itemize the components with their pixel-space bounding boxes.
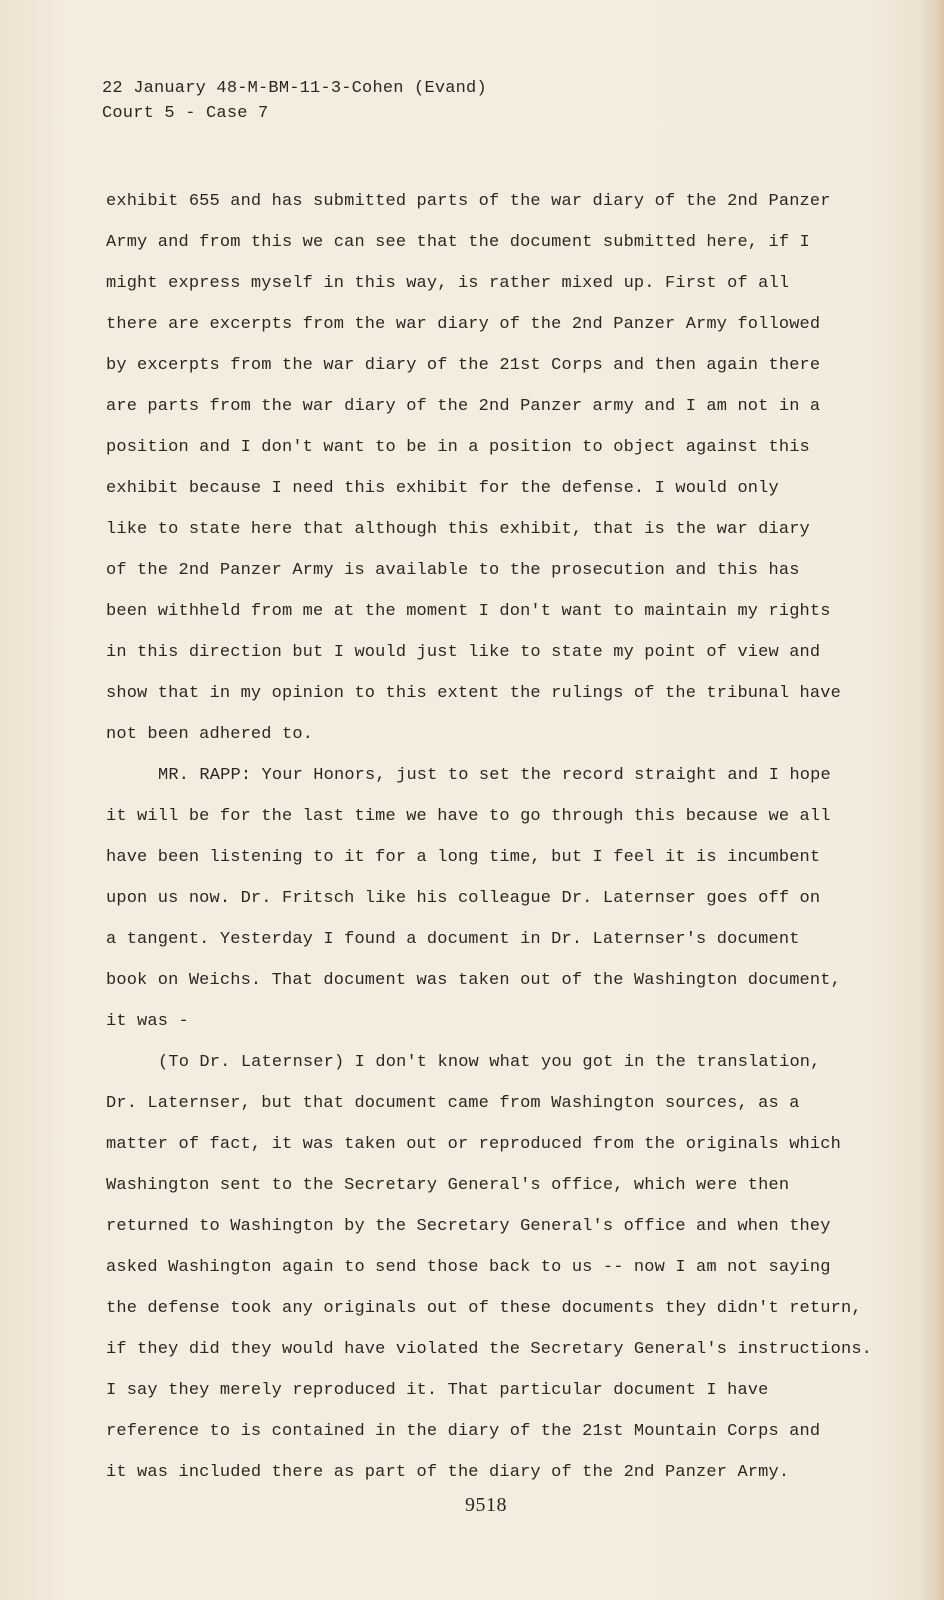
page-number: 9518 xyxy=(465,1494,507,1516)
transcript-line: might express myself in this way, is rather mixed up. First of all xyxy=(106,274,790,293)
transcript-line: a tangent. Yesterday I found a document in Dr. Laternser's document xyxy=(106,930,800,949)
transcript-line: position and I don't want to be in a position to object against this xyxy=(106,438,810,457)
transcript-line: of the 2nd Panzer Army is available to the prosecution and this has xyxy=(106,561,800,580)
transcript-line: the defense took any originals out of these documents they didn't return, xyxy=(106,1299,862,1318)
transcript-line: exhibit 655 and has submitted parts of the war diary of the 2nd Panzer xyxy=(106,192,831,211)
transcript-body xyxy=(106,192,886,1504)
transcript-line: upon us now. Dr. Fritsch like his colleague Dr. Laternser goes off on xyxy=(106,889,821,908)
transcript-line: not been adhered to. xyxy=(106,725,314,744)
transcript-line: asked Washington again to send those back to us -- now I am not saying xyxy=(106,1258,831,1277)
transcript-line: I say they merely reproduced it. That particular document I have xyxy=(106,1381,769,1400)
transcript-line: book on Weichs. That document was taken out of the Washington document, xyxy=(106,971,841,990)
transcript-line: have been listening to it for a long time, but I feel it is incumbent xyxy=(106,848,821,867)
transcript-line: Dr. Laternser, but that document came from Washington sources, as a xyxy=(106,1094,800,1113)
document-header xyxy=(102,76,487,126)
transcript-line: like to state here that although this exhibit, that is the war diary xyxy=(106,520,810,539)
transcript-line: by excerpts from the war diary of the 21st Corps and then again there xyxy=(106,356,821,375)
transcript-line: are parts from the war diary of the 2nd Panzer army and I am not in a xyxy=(106,397,821,416)
transcript-line: it was - xyxy=(106,1012,189,1031)
transcript-line: returned to Washington by the Secretary General's office and when they xyxy=(106,1217,831,1236)
transcript-line: (To Dr. Laternser) I don't know what you got in the translation, xyxy=(158,1053,821,1072)
paper-edge xyxy=(922,0,944,1600)
transcript-line: Army and from this we can see that the document submitted here, if I xyxy=(106,233,810,252)
transcript-line: exhibit because I need this exhibit for the defense. I would only xyxy=(106,479,779,498)
transcript-line: it will be for the last time we have to go through this because we all xyxy=(106,807,831,826)
transcript-line: Washington sent to the Secretary General's office, which were then xyxy=(106,1176,790,1195)
transcript-line: show that in my opinion to this extent the rulings of the tribunal have xyxy=(106,684,841,703)
header-date-line: 22 January 48-M-BM-11-3-Cohen (Evand) xyxy=(102,79,487,98)
header-court-line: Court 5 - Case 7 xyxy=(102,104,269,123)
transcript-line: in this direction but I would just like to state my point of view and xyxy=(106,643,821,662)
transcript-line: if they did they would have violated the Secretary General's instructions. xyxy=(106,1340,873,1359)
transcript-line: been withheld from me at the moment I don't want to maintain my rights xyxy=(106,602,831,621)
transcript-line: matter of fact, it was taken out or reproduced from the originals which xyxy=(106,1135,841,1154)
transcript-line: MR. RAPP: Your Honors, just to set the record straight and I hope xyxy=(158,766,831,785)
transcript-line: it was included there as part of the diary of the 2nd Panzer Army. xyxy=(106,1463,790,1482)
transcript-line: there are excerpts from the war diary of the 2nd Panzer Army followed xyxy=(106,315,821,334)
transcript-line: reference to is contained in the diary of the 21st Mountain Corps and xyxy=(106,1422,821,1441)
